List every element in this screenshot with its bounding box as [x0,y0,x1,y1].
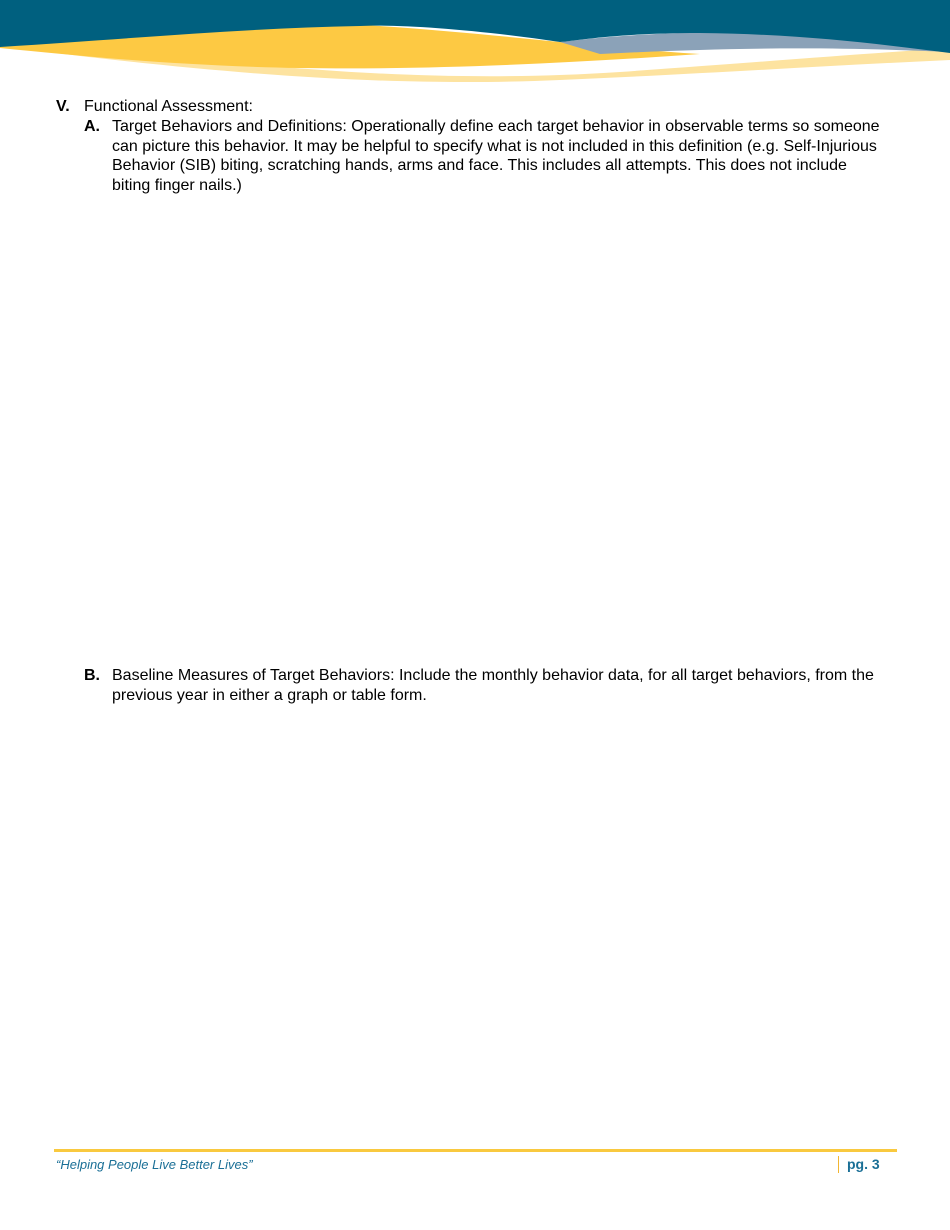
footer-rule [54,1149,897,1152]
item-letter: B. [84,667,100,684]
item-letter: A. [84,118,100,135]
item-text: Target Behaviors and Definitions: Operationally define each target behavior in observable terms so someone can picture this behavior. It may be helpful to specify what is not included in this definition (e.g. Self-Injurious Behavior (SIB) biting, scratching hands, arms and face. This includes all attempts. This does not include biting finger nails.) [112,118,880,194]
page-number: pg. 3 [847,1156,880,1172]
section-title: Functional Assessment: [84,98,253,115]
footer-separator [838,1156,839,1173]
section-number: V. [56,98,70,115]
footer-tagline: “Helping People Live Better Lives” [56,1157,253,1172]
item-text: Baseline Measures of Target Behaviors: Include the monthly behavior data, for all target behaviors, from the previous year in either a graph or table form. [112,667,874,704]
